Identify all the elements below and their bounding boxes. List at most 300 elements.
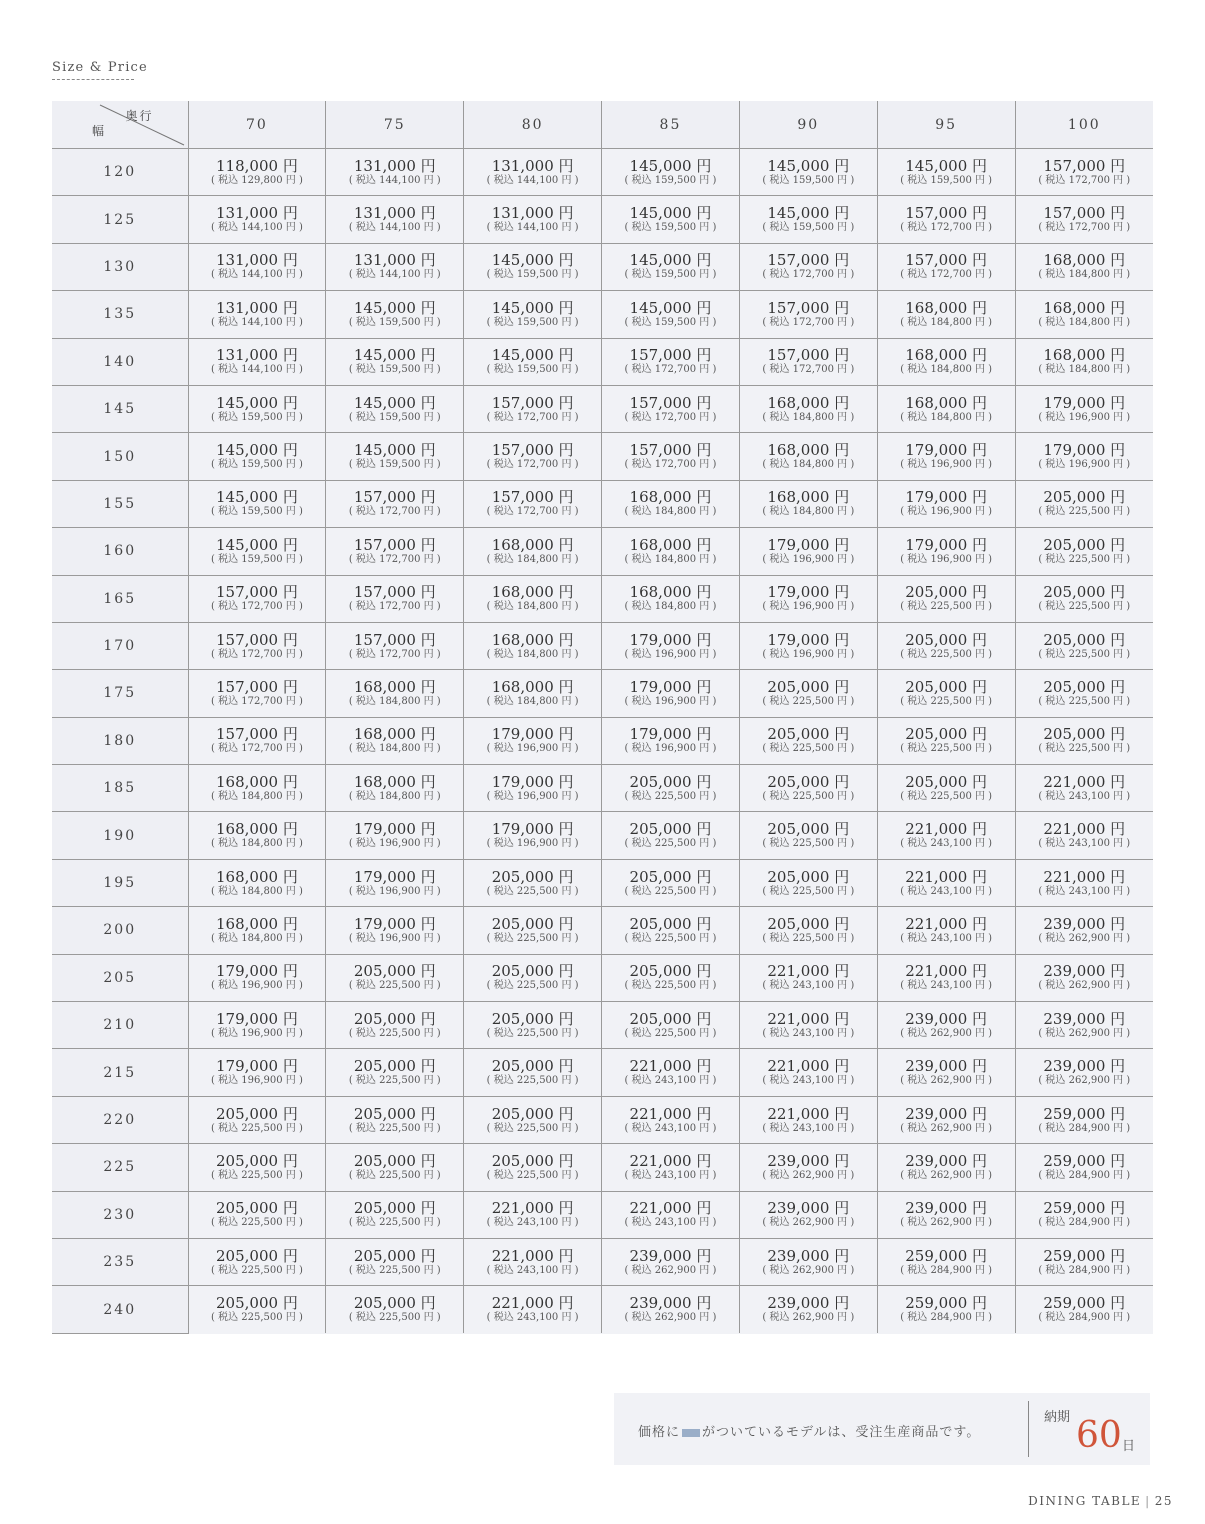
- price-tax-included: ( 税込 225,500 円 ): [348, 1027, 441, 1039]
- row-width-label: 150: [52, 433, 188, 480]
- price-tax-included: ( 税込 144,100 円 ): [210, 222, 303, 234]
- price-cell: [1015, 1144, 1153, 1191]
- price-cell: [464, 1191, 602, 1238]
- price-value: 157,000 円: [216, 583, 298, 602]
- price-value: 157,000 円: [216, 725, 298, 744]
- price-tax-included: ( 税込 225,500 円 ): [624, 838, 717, 850]
- price-tax-included: ( 税込 262,900 円 ): [900, 1027, 993, 1039]
- price-cell: [326, 1144, 464, 1191]
- price-cell: [188, 1096, 326, 1143]
- price-cell: [1015, 717, 1153, 764]
- price-cell: [1015, 196, 1153, 243]
- price-cell: [464, 1002, 602, 1049]
- price-tax-included: ( 税込 159,500 円 ): [210, 459, 303, 471]
- price-value: 221,000 円: [629, 1104, 712, 1123]
- price-cell: [326, 149, 464, 196]
- price-cell: [464, 717, 602, 764]
- price-tax-included: ( 税込 144,100 円 ): [348, 222, 441, 234]
- price-value: 179,000 円: [1043, 441, 1126, 460]
- table-row: [52, 338, 1153, 385]
- price-tax-included: ( 税込 243,100 円 ): [900, 838, 993, 850]
- price-tax-included: ( 税込 159,500 円 ): [762, 174, 855, 186]
- price-value: 221,000 円: [905, 867, 988, 886]
- price-tax-included: ( 税込 159,500 円 ): [210, 411, 303, 423]
- price-tax-included: ( 税込 225,500 円 ): [900, 790, 993, 802]
- price-tax-included: ( 税込 225,500 円 ): [348, 1169, 441, 1181]
- price-tax-included: ( 税込 159,500 円 ): [348, 364, 441, 376]
- price-tax-included: ( 税込 225,500 円 ): [486, 885, 579, 897]
- price-value: 205,000 円: [905, 677, 988, 696]
- price-tax-included: ( 税込 262,900 円 ): [1038, 932, 1131, 944]
- row-width-label: 230: [52, 1191, 188, 1238]
- price-value: 145,000 円: [216, 441, 298, 460]
- price-tax-included: ( 税込 262,900 円 ): [1038, 980, 1131, 992]
- price-value: 205,000 円: [216, 1199, 298, 1218]
- price-cell: [188, 1049, 326, 1096]
- price-value: 205,000 円: [353, 1199, 436, 1218]
- price-value: 205,000 円: [353, 1057, 436, 1076]
- column-header: 90: [739, 101, 877, 149]
- price-tax-included: ( 税込 243,100 円 ): [900, 932, 993, 944]
- price-tax-included: ( 税込 225,500 円 ): [348, 1312, 441, 1324]
- price-value: 131,000 円: [216, 251, 298, 270]
- price-tax-included: ( 税込 144,100 円 ): [210, 316, 303, 328]
- price-tax-included: ( 税込 144,100 円 ): [210, 269, 303, 281]
- price-cell: [602, 528, 740, 575]
- price-cell: [602, 480, 740, 527]
- price-tax-included: ( 税込 225,500 円 ): [762, 885, 855, 897]
- price-tax-included: ( 税込 196,900 円 ): [486, 790, 579, 802]
- price-cell: [602, 196, 740, 243]
- price-value: 168,000 円: [216, 914, 298, 933]
- price-value: 239,000 円: [1043, 914, 1126, 933]
- price-cell: [326, 859, 464, 906]
- price-cell: [188, 575, 326, 622]
- price-tax-included: ( 税込 284,900 円 ): [900, 1264, 993, 1276]
- price-value: 239,000 円: [767, 1199, 850, 1218]
- table-row: [52, 717, 1153, 764]
- price-cell: [739, 1286, 877, 1333]
- price-tax-included: ( 税込 172,700 円 ): [486, 506, 579, 518]
- price-tax-included: ( 税込 225,500 円 ): [624, 885, 717, 897]
- price-value: 157,000 円: [491, 393, 574, 412]
- lead-time-value: 60: [1076, 1415, 1122, 1456]
- table-row: [52, 859, 1153, 906]
- price-value: 157,000 円: [353, 488, 436, 507]
- price-tax-included: ( 税込 172,700 円 ): [900, 222, 993, 234]
- price-cell: [739, 433, 877, 480]
- price-cell: [739, 622, 877, 669]
- table-row: [52, 907, 1153, 954]
- price-value: 157,000 円: [353, 535, 436, 554]
- price-tax-included: ( 税込 172,700 円 ): [348, 506, 441, 518]
- price-tax-included: ( 税込 184,800 円 ): [1038, 316, 1131, 328]
- price-value: 145,000 円: [216, 393, 298, 412]
- price-tax-included: ( 税込 159,500 円 ): [762, 222, 855, 234]
- price-cell: [877, 385, 1015, 432]
- price-tax-included: ( 税込 262,900 円 ): [624, 1264, 717, 1276]
- price-value: 145,000 円: [767, 156, 850, 175]
- price-cell: [464, 1286, 602, 1333]
- price-cell: [739, 528, 877, 575]
- price-tax-included: ( 税込 243,100 円 ): [624, 1169, 717, 1181]
- notice-text: [638, 1421, 980, 1440]
- price-tax-included: ( 税込 284,900 円 ): [1038, 1122, 1131, 1134]
- price-tax-included: ( 税込 196,900 円 ): [348, 885, 441, 897]
- price-tax-included: ( 税込 262,900 円 ): [624, 1312, 717, 1324]
- price-tax-included: ( 税込 225,500 円 ): [624, 790, 717, 802]
- price-tax-included: ( 税込 225,500 円 ): [486, 1169, 579, 1181]
- price-tax-included: ( 税込 243,100 円 ): [486, 1217, 579, 1229]
- price-tax-included: ( 税込 184,800 円 ): [624, 601, 717, 613]
- price-value: 221,000 円: [491, 1199, 574, 1218]
- price-cell: [739, 1002, 877, 1049]
- price-cell: [1015, 1238, 1153, 1285]
- price-cell: [326, 243, 464, 290]
- price-tax-included: ( 税込 225,500 円 ): [486, 932, 579, 944]
- price-cell: [602, 859, 740, 906]
- price-value: 157,000 円: [1043, 156, 1126, 175]
- price-value: 145,000 円: [629, 156, 712, 175]
- price-cell: [1015, 1002, 1153, 1049]
- price-cell: [739, 243, 877, 290]
- price-value: 168,000 円: [216, 772, 298, 791]
- price-tax-included: ( 税込 159,500 円 ): [624, 316, 717, 328]
- price-tax-included: ( 税込 225,500 円 ): [762, 838, 855, 850]
- price-tax-included: ( 税込 243,100 円 ): [624, 1122, 717, 1134]
- price-cell: [739, 385, 877, 432]
- price-cell: [602, 338, 740, 385]
- price-value: 205,000 円: [491, 1104, 574, 1123]
- price-value: 168,000 円: [491, 583, 574, 602]
- price-tax-included: ( 税込 184,800 円 ): [486, 601, 579, 613]
- price-tax-included: ( 税込 172,700 円 ): [900, 269, 993, 281]
- price-tax-included: ( 税込 225,500 円 ): [210, 1169, 303, 1181]
- price-value: 131,000 円: [353, 251, 436, 270]
- row-width-label: 175: [52, 670, 188, 717]
- price-cell: [739, 670, 877, 717]
- price-cell: [464, 859, 602, 906]
- price-tax-included: ( 税込 144,100 円 ): [348, 174, 441, 186]
- price-tax-included: ( 税込 172,700 円 ): [624, 459, 717, 471]
- price-tax-included: ( 税込 243,100 円 ): [1038, 885, 1131, 897]
- price-tax-included: ( 税込 196,900 円 ): [900, 553, 993, 565]
- price-tax-included: ( 税込 184,800 円 ): [210, 838, 303, 850]
- row-width-label: 160: [52, 528, 188, 575]
- price-value: 239,000 円: [629, 1294, 712, 1313]
- price-value: 239,000 円: [1043, 1009, 1126, 1028]
- table-row: [52, 1238, 1153, 1285]
- price-value: 157,000 円: [216, 630, 298, 649]
- price-tax-included: ( 税込 184,800 円 ): [900, 411, 993, 423]
- column-header: 95: [877, 101, 1015, 149]
- row-width-label: 235: [52, 1238, 188, 1285]
- price-value: 205,000 円: [1043, 535, 1126, 554]
- price-tax-included: ( 税込 225,500 円 ): [1038, 553, 1131, 565]
- price-tax-included: ( 税込 225,500 円 ): [762, 743, 855, 755]
- table-row: [52, 433, 1153, 480]
- price-value: 157,000 円: [629, 441, 712, 460]
- price-value: 205,000 円: [353, 962, 436, 981]
- price-value: 168,000 円: [905, 393, 988, 412]
- price-cell: [602, 149, 740, 196]
- price-value: 145,000 円: [353, 441, 436, 460]
- price-value: 131,000 円: [353, 156, 436, 175]
- price-value: 259,000 円: [1043, 1294, 1126, 1313]
- price-value: 205,000 円: [491, 1151, 574, 1170]
- price-tax-included: ( 税込 243,100 円 ): [762, 980, 855, 992]
- price-cell: [1015, 812, 1153, 859]
- price-tax-included: ( 税込 159,500 円 ): [624, 222, 717, 234]
- price-cell: [1015, 907, 1153, 954]
- notice-divider: [1028, 1401, 1029, 1457]
- price-cell: [602, 575, 740, 622]
- price-cell: [739, 480, 877, 527]
- table-row: [52, 765, 1153, 812]
- lead-time-label: 納期: [1044, 1410, 1071, 1425]
- price-cell: [602, 385, 740, 432]
- row-width-label: 140: [52, 338, 188, 385]
- price-value: 221,000 円: [767, 1009, 850, 1028]
- page-number: 25: [1154, 1494, 1173, 1508]
- price-value: 239,000 円: [629, 1246, 712, 1265]
- row-width-label: 215: [52, 1049, 188, 1096]
- column-header: 80: [464, 101, 602, 149]
- price-cell: [188, 717, 326, 764]
- price-cell: [1015, 149, 1153, 196]
- price-cell: [877, 622, 1015, 669]
- price-value: 205,000 円: [1043, 725, 1126, 744]
- price-cell: [326, 1002, 464, 1049]
- price-cell: [464, 528, 602, 575]
- price-cell: [1015, 480, 1153, 527]
- price-value: 221,000 円: [491, 1246, 574, 1265]
- row-width-label: 135: [52, 291, 188, 338]
- table-row: [52, 1049, 1153, 1096]
- price-value: 157,000 円: [767, 298, 850, 317]
- price-cell: [739, 291, 877, 338]
- price-tax-included: ( 税込 262,900 円 ): [762, 1312, 855, 1324]
- price-tax-included: ( 税込 243,100 円 ): [762, 1075, 855, 1087]
- price-cell: [739, 812, 877, 859]
- row-width-label: 130: [52, 243, 188, 290]
- price-cell: [739, 954, 877, 1001]
- price-tax-included: ( 税込 225,500 円 ): [486, 1122, 579, 1134]
- price-tax-included: ( 税込 225,500 円 ): [210, 1217, 303, 1229]
- price-tax-included: ( 税込 225,500 円 ): [210, 1312, 303, 1324]
- header-row: [52, 101, 1153, 149]
- price-cell: [602, 670, 740, 717]
- price-value: 239,000 円: [905, 1057, 988, 1076]
- price-value: 179,000 円: [767, 630, 850, 649]
- price-cell: [602, 243, 740, 290]
- price-tax-included: ( 税込 184,800 円 ): [900, 364, 993, 376]
- price-cell: [326, 670, 464, 717]
- price-value: 118,000 円: [216, 156, 298, 175]
- price-value: 205,000 円: [216, 1151, 298, 1170]
- price-value: 145,000 円: [905, 156, 988, 175]
- price-value: 221,000 円: [905, 914, 988, 933]
- price-tax-included: ( 税込 184,800 円 ): [210, 885, 303, 897]
- price-cell: [464, 243, 602, 290]
- price-value: 205,000 円: [1043, 630, 1126, 649]
- price-value: 205,000 円: [629, 914, 712, 933]
- price-value: 145,000 円: [491, 298, 574, 317]
- table-row: [52, 622, 1153, 669]
- price-value: 221,000 円: [905, 820, 988, 839]
- price-cell: [188, 765, 326, 812]
- price-cell: [188, 291, 326, 338]
- price-cell: [464, 765, 602, 812]
- price-cell: [464, 149, 602, 196]
- price-value: 131,000 円: [216, 204, 298, 223]
- price-value: 131,000 円: [216, 298, 298, 317]
- price-cell: [602, 622, 740, 669]
- price-cell: [1015, 954, 1153, 1001]
- price-tax-included: ( 税込 243,100 円 ): [900, 980, 993, 992]
- price-value: 179,000 円: [905, 441, 988, 460]
- price-cell: [188, 1286, 326, 1333]
- price-cell: [188, 480, 326, 527]
- price-cell: [188, 812, 326, 859]
- price-cell: [739, 1049, 877, 1096]
- price-cell: [602, 1049, 740, 1096]
- price-tax-included: ( 税込 225,500 円 ): [624, 932, 717, 944]
- price-cell: [877, 1002, 1015, 1049]
- price-cell: [877, 480, 1015, 527]
- price-cell: [326, 1286, 464, 1333]
- price-value: 205,000 円: [353, 1104, 436, 1123]
- price-cell: [1015, 670, 1153, 717]
- price-cell: [877, 196, 1015, 243]
- price-cell: [602, 765, 740, 812]
- price-cell: [602, 433, 740, 480]
- price-value: 205,000 円: [767, 677, 850, 696]
- price-cell: [739, 859, 877, 906]
- price-value: 259,000 円: [1043, 1199, 1126, 1218]
- price-value: 179,000 円: [216, 1009, 298, 1028]
- price-value: 205,000 円: [629, 820, 712, 839]
- notice-box: [614, 1393, 1150, 1465]
- price-tax-included: ( 税込 172,700 円 ): [210, 743, 303, 755]
- price-value: 157,000 円: [1043, 204, 1126, 223]
- price-tax-included: ( 税込 196,900 円 ): [900, 506, 993, 518]
- price-tax-included: ( 税込 196,900 円 ): [486, 743, 579, 755]
- price-value: 179,000 円: [629, 677, 712, 696]
- price-tax-included: ( 税込 172,700 円 ): [210, 601, 303, 613]
- price-tax-included: ( 税込 225,500 円 ): [210, 1122, 303, 1134]
- made-to-order-swatch: [682, 1429, 700, 1437]
- price-value: 157,000 円: [629, 393, 712, 412]
- price-value: 179,000 円: [353, 914, 436, 933]
- price-value: 157,000 円: [905, 204, 988, 223]
- table-row: [52, 575, 1153, 622]
- price-tax-included: ( 税込 225,500 円 ): [1038, 743, 1131, 755]
- price-cell: [464, 907, 602, 954]
- section-label: Size & Price: [52, 60, 148, 75]
- price-value: 145,000 円: [491, 346, 574, 365]
- price-cell: [1015, 528, 1153, 575]
- price-value: 157,000 円: [767, 251, 850, 270]
- price-value: 145,000 円: [629, 204, 712, 223]
- price-cell: [1015, 291, 1153, 338]
- price-cell: [188, 670, 326, 717]
- size-price-table: [52, 101, 1153, 1334]
- price-value: 205,000 円: [767, 725, 850, 744]
- price-cell: [464, 670, 602, 717]
- price-value: 205,000 円: [353, 1151, 436, 1170]
- price-value: 145,000 円: [491, 251, 574, 270]
- price-value: 157,000 円: [905, 251, 988, 270]
- price-value: 221,000 円: [1043, 772, 1126, 791]
- price-cell: [602, 1191, 740, 1238]
- price-cell: [326, 575, 464, 622]
- price-value: 179,000 円: [629, 725, 712, 744]
- price-cell: [877, 1144, 1015, 1191]
- price-cell: [464, 1238, 602, 1285]
- notice-text-after: がついているモデルは、受注生産商品です。: [702, 1425, 981, 1440]
- price-cell: [326, 954, 464, 1001]
- price-value: 221,000 円: [1043, 820, 1126, 839]
- price-cell: [188, 1191, 326, 1238]
- price-cell: [877, 670, 1015, 717]
- price-value: 168,000 円: [353, 677, 436, 696]
- price-cell: [602, 291, 740, 338]
- price-cell: [188, 907, 326, 954]
- price-value: 179,000 円: [216, 962, 298, 981]
- price-tax-included: ( 税込 196,900 円 ): [624, 695, 717, 707]
- price-cell: [188, 1002, 326, 1049]
- price-cell: [326, 480, 464, 527]
- price-value: 221,000 円: [767, 1057, 850, 1076]
- price-value: 168,000 円: [905, 346, 988, 365]
- price-tax-included: ( 税込 225,500 円 ): [900, 743, 993, 755]
- price-cell: [188, 1144, 326, 1191]
- footer-separator: |: [1145, 1494, 1151, 1508]
- price-value: 168,000 円: [767, 488, 850, 507]
- table-row: [52, 954, 1153, 1001]
- price-value: 157,000 円: [767, 346, 850, 365]
- price-cell: [326, 433, 464, 480]
- price-cell: [877, 338, 1015, 385]
- price-value: 168,000 円: [353, 725, 436, 744]
- price-value: 157,000 円: [491, 441, 574, 460]
- price-cell: [602, 717, 740, 764]
- price-tax-included: ( 税込 172,700 円 ): [762, 364, 855, 376]
- price-cell: [877, 433, 1015, 480]
- table-row: [52, 480, 1153, 527]
- table-row: [52, 1144, 1153, 1191]
- price-tax-included: ( 税込 172,700 円 ): [624, 364, 717, 376]
- price-cell: [326, 528, 464, 575]
- price-tax-included: ( 税込 196,900 円 ): [762, 648, 855, 660]
- price-cell: [877, 575, 1015, 622]
- price-tax-included: ( 税込 225,500 円 ): [348, 980, 441, 992]
- price-tax-included: ( 税込 172,700 円 ): [1038, 222, 1131, 234]
- price-tax-included: ( 税込 159,500 円 ): [210, 553, 303, 565]
- row-width-label: 200: [52, 907, 188, 954]
- price-value: 205,000 円: [767, 820, 850, 839]
- price-tax-included: ( 税込 172,700 円 ): [1038, 174, 1131, 186]
- price-cell: [739, 338, 877, 385]
- price-cell: [188, 859, 326, 906]
- row-width-label: 180: [52, 717, 188, 764]
- price-cell: [188, 954, 326, 1001]
- price-cell: [1015, 622, 1153, 669]
- price-tax-included: ( 税込 184,800 円 ): [348, 695, 441, 707]
- price-cell: [1015, 575, 1153, 622]
- price-cell: [602, 1002, 740, 1049]
